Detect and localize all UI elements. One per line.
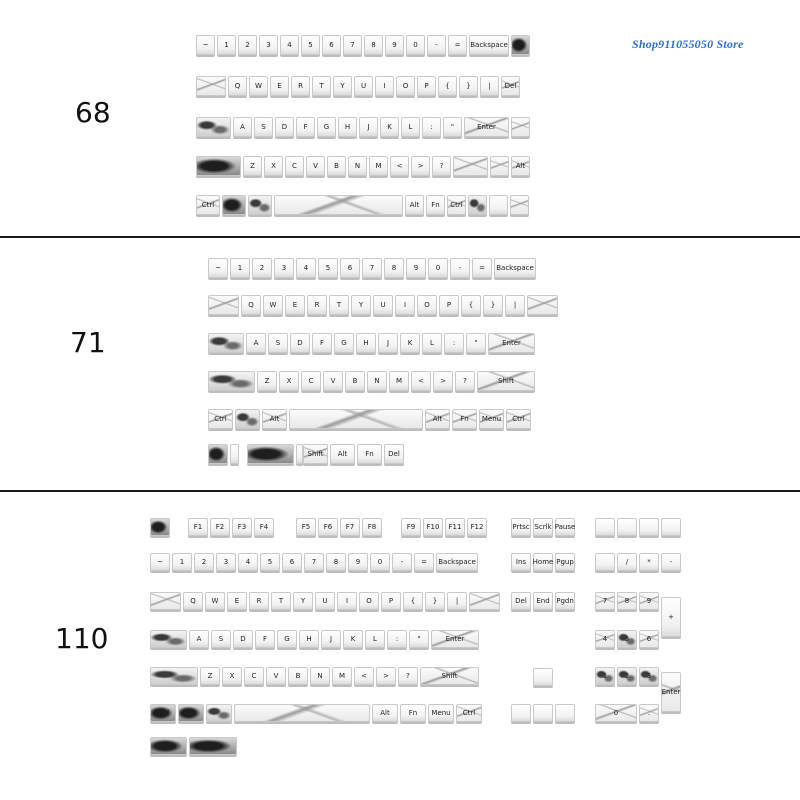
keycap: 1 <box>230 258 250 278</box>
keycap: A <box>246 333 266 353</box>
keycap: P <box>439 295 459 315</box>
keycap: 7 <box>343 35 362 55</box>
keycap: 8 <box>364 35 383 55</box>
keycap: O <box>417 295 437 315</box>
keycap: W <box>205 592 225 610</box>
keycap <box>208 371 255 391</box>
keycap: Enter <box>488 333 535 353</box>
keycap: V <box>323 371 343 391</box>
keycap: Shift <box>420 667 479 685</box>
keycap: X <box>279 371 299 391</box>
keycap: < <box>390 156 409 176</box>
keycap <box>510 195 529 215</box>
keycap: H <box>356 333 376 353</box>
keycap: Fn <box>357 444 382 464</box>
keycap: B <box>345 371 365 391</box>
keycap: Fn <box>426 195 445 215</box>
keycap: ~ <box>150 553 170 571</box>
keycap: Ctrl <box>447 195 466 215</box>
keycap: < <box>354 667 374 685</box>
keycap: { <box>461 295 481 315</box>
keycap <box>511 117 530 137</box>
keycap: ? <box>455 371 475 391</box>
keycap: Enter <box>431 630 479 648</box>
keycap: N <box>310 667 330 685</box>
keycap: Q <box>183 592 203 610</box>
keycap <box>247 444 294 464</box>
keycap <box>489 195 508 215</box>
keycap <box>661 518 681 536</box>
keycap: = <box>414 553 434 571</box>
keycap: 9 <box>348 553 368 571</box>
keycap: M <box>332 667 352 685</box>
keycap: F <box>255 630 275 648</box>
keycap: M <box>389 371 409 391</box>
keycap: 6 <box>340 258 360 278</box>
keycap: Z <box>257 371 277 391</box>
store-watermark: Shop911055050 Store <box>632 37 744 51</box>
keycap: K <box>400 333 420 353</box>
keycap: T <box>271 592 291 610</box>
keycap: J <box>359 117 378 137</box>
keycap: P <box>417 76 436 96</box>
keycap: 3 <box>216 553 236 571</box>
keycap <box>196 117 231 137</box>
keycap: Alt <box>405 195 424 215</box>
keycap: 5 <box>260 553 280 571</box>
section-count-label: 71 <box>70 326 106 359</box>
keycap: Scrlk <box>533 518 553 536</box>
keycap: } <box>425 592 445 610</box>
keycap: Ctrl <box>506 409 531 429</box>
keycap: D <box>233 630 253 648</box>
keycap: F9 <box>401 518 421 536</box>
keycap: 9 <box>406 258 426 278</box>
keycap <box>230 444 239 464</box>
keycap: Fn <box>452 409 477 429</box>
keycap: B <box>288 667 308 685</box>
keycap: : <box>422 117 441 137</box>
keycap: V <box>266 667 286 685</box>
keycap: | <box>505 295 525 315</box>
section-count-label: 110 <box>55 622 109 655</box>
keycap: Q <box>228 76 247 96</box>
keycap: 6 <box>639 630 659 648</box>
keycap: : <box>387 630 407 648</box>
keycap <box>196 76 226 96</box>
keycap: K <box>343 630 363 648</box>
keycap: 7 <box>362 258 382 278</box>
keycap: S <box>254 117 273 137</box>
keycap: J <box>378 333 398 353</box>
keycap: R <box>291 76 310 96</box>
keycap: G <box>277 630 297 648</box>
keycap: Ctrl <box>150 704 176 722</box>
keycap: F2 <box>210 518 230 536</box>
keycap: > <box>376 667 396 685</box>
keycap: Del <box>501 76 520 96</box>
keycap <box>595 518 615 536</box>
keycap: Y <box>351 295 371 315</box>
keycap <box>178 704 204 722</box>
keycap <box>208 333 244 353</box>
keycap: 6 <box>322 35 341 55</box>
keycap: < <box>411 371 431 391</box>
keycap: U <box>354 76 373 96</box>
keycap: : <box>444 333 464 353</box>
keycap <box>533 668 553 686</box>
keycap: Alt <box>511 156 530 176</box>
keycap: I <box>395 295 415 315</box>
keycap: C <box>285 156 304 176</box>
keycap <box>296 444 303 464</box>
keycap: Del <box>511 592 531 610</box>
keycap: ~ <box>208 258 228 278</box>
keycap: R <box>307 295 327 315</box>
keycap: O <box>359 592 379 610</box>
keycap <box>555 704 575 722</box>
keycap: Shift <box>303 444 328 464</box>
keycap: + <box>661 597 681 637</box>
keycap: 1 <box>172 553 192 571</box>
keycap <box>222 195 246 215</box>
keycap: F8 <box>362 518 382 536</box>
keycap: 1 <box>217 35 236 55</box>
keycap: " <box>409 630 429 648</box>
keycap: 8 <box>617 592 637 610</box>
keycap <box>208 295 239 315</box>
keycap <box>468 195 487 215</box>
keycap: " <box>466 333 486 353</box>
keycap <box>235 409 260 429</box>
keycap <box>511 35 530 55</box>
keycap: Alt <box>330 444 355 464</box>
keycap <box>206 704 232 722</box>
keycap: I <box>337 592 357 610</box>
keycap: = <box>472 258 492 278</box>
keycap: 4 <box>296 258 316 278</box>
keycap: F10 <box>423 518 443 536</box>
keycap: ~ <box>196 35 215 55</box>
keycap: K <box>380 117 399 137</box>
keycap: H <box>338 117 357 137</box>
keycap: = <box>448 35 467 55</box>
keycap: 6 <box>282 553 302 571</box>
keycap <box>617 518 637 536</box>
keycap: A <box>233 117 252 137</box>
keycap: O <box>396 76 415 96</box>
keycap: 7 <box>595 592 615 610</box>
keycap: I <box>375 76 394 96</box>
keycap: Fn <box>400 704 426 722</box>
keycap: Enter <box>661 672 681 712</box>
keycap: 9 <box>639 592 659 610</box>
keycap: 7 <box>304 553 324 571</box>
keycap: Backspace <box>436 553 478 571</box>
keycap: 9 <box>385 35 404 55</box>
keycap: N <box>348 156 367 176</box>
keycap <box>150 592 181 610</box>
keycap: " <box>443 117 462 137</box>
keycap: } <box>459 76 478 96</box>
keycap: D <box>290 333 310 353</box>
keycap: E <box>285 295 305 315</box>
keycap: D <box>275 117 294 137</box>
keycap: M <box>369 156 388 176</box>
keycap: 4 <box>280 35 299 55</box>
keycap: | <box>480 76 499 96</box>
keycap: ? <box>432 156 451 176</box>
keycap: Backspace <box>469 35 509 55</box>
keycap: L <box>401 117 420 137</box>
keycap: F <box>312 333 332 353</box>
keycap: ? <box>398 667 418 685</box>
keycap: N <box>367 371 387 391</box>
keycap: F6 <box>318 518 338 536</box>
keycap: F <box>296 117 315 137</box>
keycap: E <box>270 76 289 96</box>
keycap: { <box>438 76 457 96</box>
keycap <box>639 518 659 536</box>
section-count-label: 68 <box>75 96 111 129</box>
keycap: X <box>264 156 283 176</box>
keycap: F4 <box>254 518 274 536</box>
keycap: 3 <box>639 667 659 685</box>
keycap: W <box>263 295 283 315</box>
keycap: U <box>315 592 335 610</box>
keycap <box>595 553 615 571</box>
keycap: * <box>639 553 659 571</box>
keycap: 5 <box>617 630 637 648</box>
keycap: 8 <box>384 258 404 278</box>
keycap: 0 <box>406 35 425 55</box>
keycap <box>527 295 558 315</box>
keycap: } <box>483 295 503 315</box>
keycap: Pgdn <box>555 592 575 610</box>
keycap <box>469 592 500 610</box>
keycap: - <box>661 553 681 571</box>
keycap: 3 <box>274 258 294 278</box>
keycap: 4 <box>595 630 615 648</box>
keycap: U <box>373 295 393 315</box>
keycap <box>274 195 403 215</box>
keycap: Pgup <box>555 553 575 571</box>
keycap: Ctrl <box>208 409 233 429</box>
keycap: Alt <box>262 409 287 429</box>
keycap: / <box>617 553 637 571</box>
keycap: T <box>312 76 331 96</box>
keycap: P <box>381 592 401 610</box>
keycap: S <box>268 333 288 353</box>
keycap: G <box>334 333 354 353</box>
keycap: > <box>411 156 430 176</box>
keycap: W <box>249 76 268 96</box>
keycap: Alt <box>372 704 398 722</box>
keycap: Ctrl <box>196 195 220 215</box>
keycap <box>533 704 553 722</box>
keycap: 8 <box>326 553 346 571</box>
keycap: Backspace <box>494 258 536 278</box>
keycap: F7 <box>340 518 360 536</box>
keycap <box>248 195 272 215</box>
keycap: F5 <box>296 518 316 536</box>
keycap: 0 <box>370 553 390 571</box>
keycap: 0 <box>428 258 448 278</box>
keycap: > <box>433 371 453 391</box>
keycap: T <box>329 295 349 315</box>
keycap <box>453 156 488 176</box>
keycap: X <box>222 667 242 685</box>
keycap: Menu <box>479 409 504 429</box>
keycap: S <box>211 630 231 648</box>
keycap <box>289 409 423 429</box>
keycap: B <box>327 156 346 176</box>
keycap: - <box>450 258 470 278</box>
keycap <box>490 156 509 176</box>
keycap: 2 <box>238 35 257 55</box>
keycap: - <box>392 553 412 571</box>
keycap: Q <box>241 295 261 315</box>
keycap: 2 <box>617 667 637 685</box>
keycap <box>208 444 228 464</box>
keycap: G <box>317 117 336 137</box>
keycap: - <box>427 35 446 55</box>
keycap: 5 <box>301 35 320 55</box>
keycap: L <box>365 630 385 648</box>
keycap: Home <box>533 553 553 571</box>
keycap: F1 <box>188 518 208 536</box>
keycap: C <box>301 371 321 391</box>
keycap: Ctrl <box>456 704 482 722</box>
keycap: | <box>447 592 467 610</box>
keycap: 3 <box>259 35 278 55</box>
keycap <box>196 156 241 176</box>
keycap: Shift <box>477 371 535 391</box>
keycap: J <box>321 630 341 648</box>
keycap: F3 <box>232 518 252 536</box>
keycap: 2 <box>252 258 272 278</box>
keycap: C <box>244 667 264 685</box>
keycap: E <box>227 592 247 610</box>
keycap <box>150 630 187 648</box>
keycap <box>150 737 187 755</box>
keycap: A <box>189 630 209 648</box>
keycap: Prtsc <box>511 518 531 536</box>
keycap <box>150 667 198 685</box>
keycap: Alt <box>425 409 450 429</box>
keycap: Y <box>293 592 313 610</box>
keycap: . <box>639 704 659 722</box>
keycap: Ins <box>511 553 531 571</box>
keycap: 0 <box>595 704 637 722</box>
keycap: { <box>403 592 423 610</box>
keycap: 4 <box>238 553 258 571</box>
keycap <box>511 704 531 722</box>
keycap: Menu <box>428 704 454 722</box>
keycap: Z <box>200 667 220 685</box>
keycap: V <box>306 156 325 176</box>
keycap <box>150 518 170 536</box>
keycap: L <box>422 333 442 353</box>
keycap: 5 <box>318 258 338 278</box>
keycap: H <box>299 630 319 648</box>
keycap: 2 <box>194 553 214 571</box>
keycap: F11 <box>445 518 465 536</box>
keycap <box>189 737 237 755</box>
keycap: Del <box>384 444 404 464</box>
keycap: End <box>533 592 553 610</box>
keycap: Pause <box>555 518 575 536</box>
keycap: Z <box>243 156 262 176</box>
keycap: 1 <box>595 667 615 685</box>
keycap: F12 <box>467 518 487 536</box>
keycap <box>234 704 370 722</box>
keycap: Y <box>333 76 352 96</box>
keycap: Enter <box>464 117 509 137</box>
keycap: R <box>249 592 269 610</box>
